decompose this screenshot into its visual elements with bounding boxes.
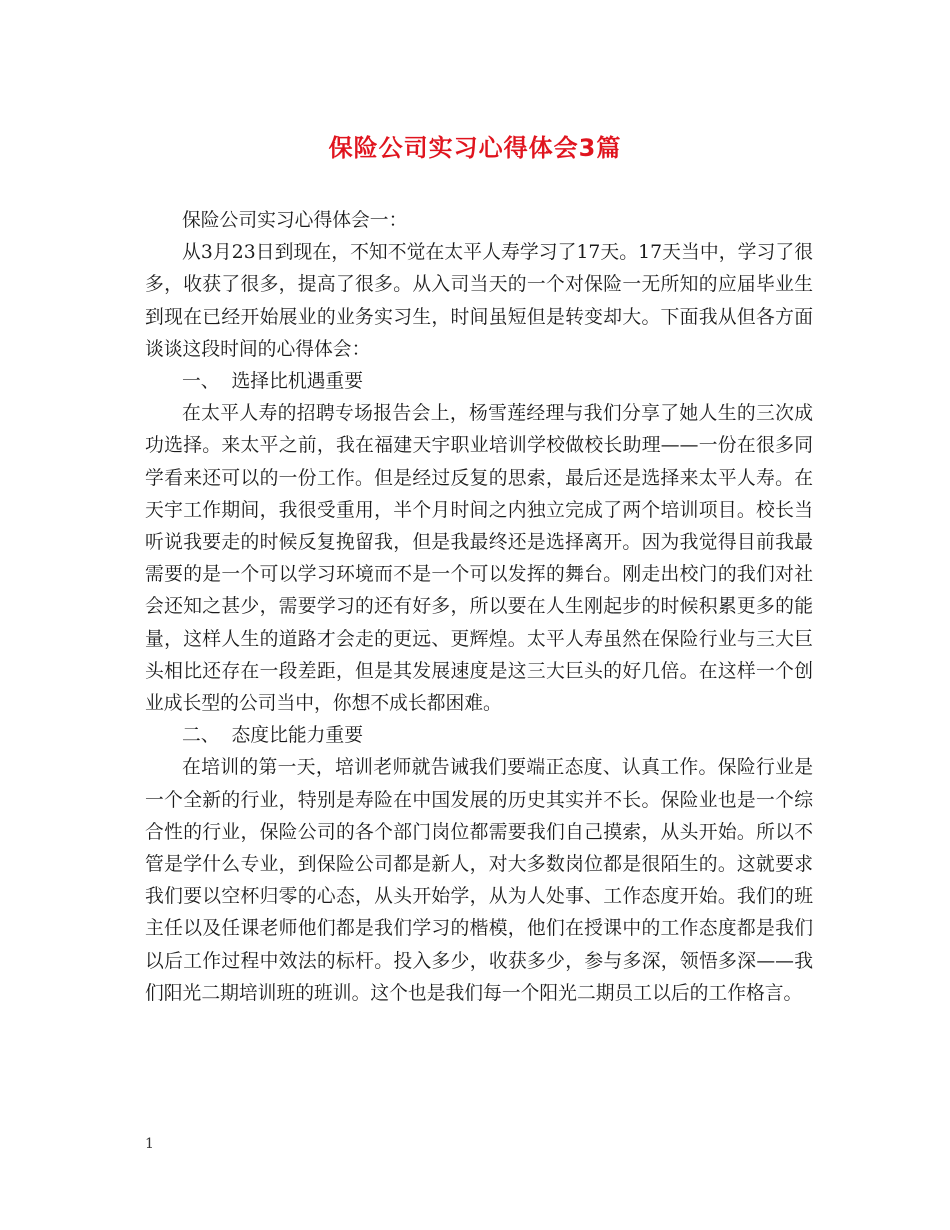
paragraph-attitude: 在培训的第一天，培训老师就告诫我们要端正态度、认真工作。保险行业是一个全新的行业，特别是寿险在中国发展的历史其实并不长。保险业也是一个综合性的行业，保险公司的各个部门岗位都需要我们自己摸索，从头开始。所以不管是学什么专业，到保险公司都是新人，对大多数岗位都是很陌生的。这就要求我们要以空杯归零的心态，从头开始学，从为人处事、工作态度开始。我们的班主任以及任课老师他们都是我们学习的楷模，他们在授课中的工作态度都是我们以后工作过程中效法的标杆。投入多少，收获多少，参与多深，领悟多深——我们阳光二期培训班的班训。这个也是我们每一个阳光二期员工以后的工作格言。 [145,757,813,1004]
document-body [145,205,813,1010]
paragraph-intro-label: 保险公司实习心得体会一： [182,210,408,231]
document-title: 保险公司实习心得体会3篇 [328,134,622,162]
page-number: 1 [145,1136,154,1152]
paragraph-choice: 在太平人寿的招聘专场报告会上，杨雪莲经理与我们分享了她人生的三次成功选择。来太平之前，我在福建天宇职业培训学校做校长助理——一份在很多同学看来还可以的一份工作。但是经过反复的思索，最后还是选择来太平人寿。在天宇工作期间，我很受重用，半个月时间之内独立完成了两个培训项目。校长当听说我要走的时候反复挽留我，但是我最终还是选择离开。因为我觉得目前我最需要的是一个可以学习环境而不是一个可以发挥的舞台。刚走出校门的我们对社会还知之甚少，需要学习的还有好多，所以要在人生刚起步的时候积累更多的能量，这样人生的道路才会走的更远、更辉煌。太平人寿虽然在保险行业与三大巨头相比还存在一段差距，但是其发展速度是这三大巨头的好几倍。在这样一个创业成长型的公司当中，你想不成长都困难。 [145,403,813,715]
paragraph-overview: 从3月23日到现在，不知不觉在太平人寿学习了17天。17天当中，学习了很多，收获了很多，提高了很多。从入司当天的一个对保险一无所知的应届毕业生到现在已经开始展业的业务实习生，时间虽短但是转变却大。下面我从但各方面谈谈这段时间的心得体会： [145,242,813,360]
section-heading-attitude: 二、 态度比能力重要 [182,725,363,747]
section-heading-choice: 一、 选择比机遇重要 [182,371,363,393]
